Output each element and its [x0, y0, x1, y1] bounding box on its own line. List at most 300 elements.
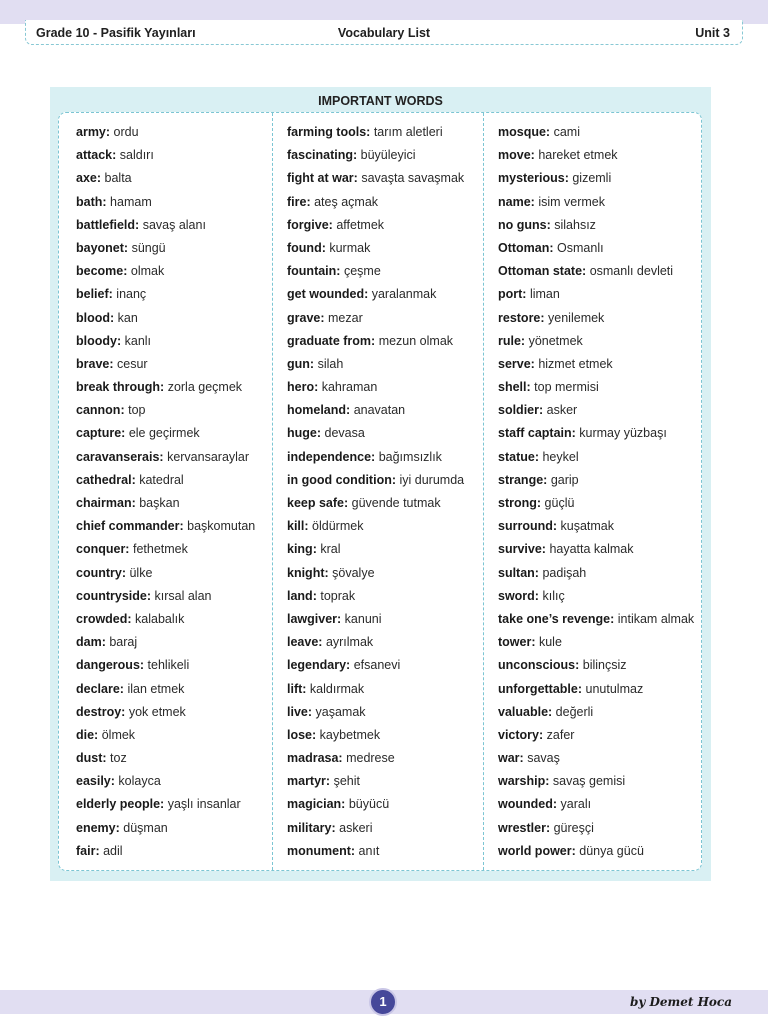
- english-term: declare:: [76, 681, 124, 696]
- turkish-translation: süngü: [131, 240, 166, 255]
- english-term: port:: [498, 287, 527, 302]
- vocabulary-item: [76, 285, 255, 308]
- turkish-translation: güvende tutmak: [351, 496, 441, 510]
- vocabulary-item: [498, 285, 694, 308]
- english-term: mosque:: [498, 125, 551, 139]
- english-term: army:: [76, 125, 111, 139]
- turkish-translation: heykel: [542, 449, 579, 464]
- vocabulary-item: [76, 703, 255, 726]
- english-term: grave:: [287, 310, 325, 325]
- english-term: crowded:: [76, 611, 132, 626]
- english-term: sultan:: [498, 565, 539, 580]
- turkish-translation: iyi durumda: [399, 472, 465, 487]
- turkish-translation: askeri: [339, 820, 373, 835]
- turkish-translation: öldürmek: [312, 519, 364, 534]
- turkish-translation: çeşme: [343, 264, 381, 279]
- english-term: homeland:: [287, 403, 351, 418]
- vocabulary-item: [498, 169, 694, 192]
- turkish-translation: değerli: [555, 704, 594, 719]
- turkish-translation: toz: [110, 751, 127, 766]
- turkish-translation: gizemli: [572, 171, 612, 186]
- vocabulary-item: [76, 471, 255, 494]
- english-term: in good condition:: [287, 472, 396, 487]
- english-term: graduate from:: [287, 333, 376, 348]
- turkish-translation: şehit: [333, 774, 360, 789]
- turkish-translation: hayatta kalmak: [549, 542, 634, 557]
- english-term: gun:: [287, 356, 315, 371]
- turkish-translation: efsanevi: [353, 658, 401, 673]
- vocabulary-item: [287, 795, 464, 818]
- vocabulary-item: [287, 610, 464, 633]
- english-term: soldier:: [498, 403, 544, 418]
- turkish-translation: güreşçi: [553, 820, 594, 835]
- turkish-translation: yaşamak: [315, 704, 366, 719]
- turkish-translation: unutulmaz: [585, 681, 644, 696]
- turkish-translation: affetmek: [336, 217, 385, 232]
- vocabulary-item: [287, 169, 464, 192]
- turkish-translation: katedral: [139, 472, 184, 487]
- page-header: [25, 20, 743, 45]
- turkish-translation: kırsal alan: [154, 588, 212, 603]
- vocabulary-table: [58, 112, 702, 871]
- vocabulary-item: [76, 656, 255, 679]
- vocabulary-item: [287, 494, 464, 517]
- vocabulary-item: [498, 564, 694, 587]
- english-term: Ottoman:: [498, 240, 554, 255]
- vocabulary-item: [287, 749, 464, 772]
- turkish-translation: asker: [546, 403, 578, 418]
- vocabulary-panel: [50, 87, 711, 881]
- english-term: axe:: [76, 171, 102, 186]
- turkish-translation: ülke: [129, 565, 153, 580]
- vocabulary-item: [498, 656, 694, 679]
- vocabulary-item: [76, 610, 255, 633]
- english-term: legendary:: [287, 658, 351, 673]
- turkish-translation: bağımsızlık: [378, 449, 442, 464]
- english-term: fascinating:: [287, 148, 358, 163]
- english-term: unforgettable:: [498, 681, 583, 696]
- turkish-translation: devasa: [324, 426, 365, 441]
- vocabulary-item: [498, 795, 694, 818]
- english-term: bloody:: [76, 333, 122, 348]
- turkish-translation: bilinçsiz: [582, 658, 627, 673]
- vocabulary-item: [76, 239, 255, 262]
- turkish-translation: inanç: [116, 287, 147, 302]
- vocabulary-item: [498, 494, 694, 517]
- english-term: take one’s revenge:: [498, 611, 615, 626]
- vocabulary-item: [76, 169, 255, 192]
- turkish-translation: düşman: [123, 820, 168, 835]
- turkish-translation: savaş: [527, 751, 560, 766]
- english-term: survive:: [498, 542, 546, 557]
- turkish-translation: mezar: [328, 310, 363, 325]
- panel-title: IMPORTANT WORDS: [318, 94, 443, 108]
- vocabulary-item: [76, 123, 255, 146]
- turkish-translation: kurmak: [329, 240, 371, 255]
- turkish-translation: kan: [117, 310, 138, 325]
- vocabulary-item: [287, 703, 464, 726]
- english-term: capture:: [76, 426, 126, 441]
- english-term: dust:: [76, 751, 107, 766]
- english-term: destroy:: [76, 704, 126, 719]
- vocabulary-item: [498, 193, 694, 216]
- english-term: monument:: [287, 843, 356, 858]
- turkish-translation: liman: [529, 287, 560, 302]
- vocabulary-item: [76, 332, 255, 355]
- vocabulary-item: [287, 842, 464, 865]
- vocabulary-item: [498, 819, 694, 842]
- turkish-translation: mezun olmak: [378, 333, 454, 348]
- turkish-translation: top: [128, 403, 146, 418]
- english-term: staff captain:: [498, 426, 576, 441]
- english-term: madrasa:: [287, 751, 343, 766]
- turkish-translation: ele geçirmek: [128, 426, 200, 441]
- english-term: enemy:: [76, 820, 120, 835]
- vocabulary-item: [76, 424, 255, 447]
- turkish-translation: balta: [104, 171, 132, 186]
- turkish-translation: top mermisi: [534, 380, 599, 395]
- vocabulary-item: [76, 540, 255, 563]
- vocabulary-item: [498, 517, 694, 540]
- english-term: shell:: [498, 380, 531, 395]
- english-term: lawgiver:: [287, 611, 342, 626]
- vocabulary-item: [498, 378, 694, 401]
- vocabulary-item: [287, 285, 464, 308]
- vocabulary-item: [498, 123, 694, 146]
- vocabulary-item: [76, 726, 255, 749]
- english-term: become:: [76, 264, 128, 279]
- vocabulary-item: [76, 146, 255, 169]
- english-term: brave:: [76, 356, 114, 371]
- vocabulary-item: [498, 146, 694, 169]
- vocabulary-item: [498, 540, 694, 563]
- turkish-translation: şövalye: [332, 565, 375, 580]
- turkish-translation: cami: [553, 125, 580, 139]
- vocabulary-item: [76, 494, 255, 517]
- english-term: break through:: [76, 380, 165, 395]
- turkish-translation: kahraman: [321, 380, 378, 395]
- english-term: attack:: [76, 148, 117, 163]
- english-term: tower:: [498, 635, 536, 650]
- english-term: serve:: [498, 356, 535, 371]
- english-term: belief:: [76, 287, 113, 302]
- vocabulary-item: [76, 633, 255, 656]
- vocabulary-item: [498, 448, 694, 471]
- vocabulary-item: [498, 262, 694, 285]
- turkish-translation: dünya gücü: [579, 843, 644, 858]
- vocabulary-item: [76, 772, 255, 795]
- vocabulary-item: [76, 355, 255, 378]
- vocabulary-item: [287, 262, 464, 285]
- vocabulary-item: [287, 819, 464, 842]
- vocabulary-item: [287, 355, 464, 378]
- turkish-translation: yenilemek: [548, 310, 605, 325]
- english-term: world power:: [498, 843, 576, 858]
- turkish-translation: zafer: [546, 727, 575, 742]
- turkish-translation: kalabalık: [135, 611, 185, 626]
- english-term: dangerous:: [76, 658, 145, 673]
- vocabulary-item: [76, 448, 255, 471]
- english-term: military:: [287, 820, 336, 835]
- english-term: live:: [287, 704, 313, 719]
- turkish-translation: ilan etmek: [127, 681, 185, 696]
- turkish-translation: padişah: [542, 565, 587, 580]
- turkish-translation: hamam: [110, 194, 152, 209]
- english-term: move:: [498, 148, 535, 163]
- vocabulary-item: [76, 819, 255, 842]
- english-term: restore:: [498, 310, 545, 325]
- vocabulary-item: [287, 309, 464, 332]
- turkish-translation: tehlikeli: [147, 658, 190, 673]
- turkish-translation: kral: [320, 542, 341, 557]
- turkish-translation: ateş açmak: [314, 194, 379, 209]
- turkish-translation: yaralı: [560, 797, 592, 812]
- turkish-translation: adil: [103, 843, 123, 858]
- english-term: country:: [76, 565, 126, 580]
- vocabulary-item: [76, 517, 255, 540]
- turkish-translation: kanuni: [344, 611, 382, 626]
- english-term: strange:: [498, 472, 548, 487]
- english-term: warship:: [498, 774, 550, 789]
- english-term: lift:: [287, 681, 307, 696]
- vocabulary-item: [498, 610, 694, 633]
- vocabulary-item: [498, 772, 694, 795]
- vocabulary-item: [287, 378, 464, 401]
- header-document-title: Vocabulary List: [337, 26, 431, 40]
- vocabulary-item: [498, 471, 694, 494]
- vocabulary-item: [76, 401, 255, 424]
- vocabulary-item: [287, 332, 464, 355]
- turkish-translation: hizmet etmek: [538, 356, 613, 371]
- turkish-translation: kolayca: [118, 774, 161, 789]
- english-term: bath:: [76, 194, 107, 209]
- vocabulary-item: [287, 193, 464, 216]
- english-term: bayonet:: [76, 240, 129, 255]
- turkish-translation: hareket etmek: [538, 148, 618, 163]
- english-term: forgive:: [287, 217, 333, 232]
- turkish-translation: kılıç: [542, 588, 565, 603]
- author-signature: by Demet Hoca: [629, 995, 732, 1009]
- english-term: lose:: [287, 727, 317, 742]
- vocabulary-item: [287, 424, 464, 447]
- english-term: found:: [287, 240, 326, 255]
- vocabulary-item: [287, 540, 464, 563]
- english-term: fair:: [76, 843, 100, 858]
- english-term: wounded:: [498, 797, 558, 812]
- english-term: blood:: [76, 310, 115, 325]
- turkish-translation: yaralanmak: [371, 287, 437, 302]
- vocabulary-item: [287, 633, 464, 656]
- vocabulary-column-3: [483, 113, 702, 870]
- turkish-translation: anavatan: [353, 403, 406, 418]
- turkish-translation: güçlü: [544, 496, 575, 510]
- turkish-translation: fethetmek: [132, 542, 188, 557]
- turkish-translation: garip: [550, 472, 579, 487]
- vocabulary-item: [76, 795, 255, 818]
- vocabulary-item: [498, 401, 694, 424]
- vocabulary-item: [498, 332, 694, 355]
- english-term: chief commander:: [76, 519, 184, 534]
- vocabulary-item: [498, 424, 694, 447]
- english-term: chairman:: [76, 496, 136, 510]
- turkish-translation: kule: [538, 635, 562, 650]
- turkish-translation: büyücü: [348, 797, 390, 812]
- english-term: get wounded:: [287, 287, 369, 302]
- english-term: king:: [287, 542, 317, 557]
- english-term: farming tools:: [287, 125, 371, 139]
- vocabulary-column-2: [272, 113, 484, 870]
- turkish-translation: zorla geçmek: [167, 380, 243, 395]
- vocabulary-item: [287, 216, 464, 239]
- turkish-translation: kurmay yüzbaşı: [579, 426, 667, 441]
- header-unit: Unit 3: [695, 26, 730, 40]
- english-term: victory:: [498, 727, 544, 742]
- english-term: independence:: [287, 449, 376, 464]
- turkish-translation: olmak: [130, 264, 165, 279]
- vocabulary-item: [498, 842, 694, 865]
- english-term: surround:: [498, 519, 558, 534]
- turkish-translation: osmanlı devleti: [589, 264, 674, 279]
- vocabulary-item: [287, 517, 464, 540]
- vocabulary-item: [76, 564, 255, 587]
- english-term: battlefield:: [76, 217, 140, 232]
- english-term: rule:: [498, 333, 526, 348]
- vocabulary-item: [287, 772, 464, 795]
- turkish-translation: isim vermek: [538, 194, 605, 209]
- vocabulary-item: [287, 587, 464, 610]
- vocabulary-item: [76, 587, 255, 610]
- english-term: countryside:: [76, 588, 152, 603]
- turkish-translation: kuşatmak: [560, 519, 615, 534]
- turkish-translation: kaybetmek: [319, 727, 381, 742]
- english-term: fight at war:: [287, 171, 358, 186]
- english-term: huge:: [287, 426, 322, 441]
- turkish-translation: medrese: [346, 751, 395, 766]
- vocabulary-item: [287, 448, 464, 471]
- english-term: keep safe:: [287, 496, 349, 510]
- vocabulary-item: [76, 309, 255, 332]
- turkish-translation: savaş gemisi: [552, 774, 626, 789]
- page-number-badge: 1: [369, 988, 397, 1016]
- english-term: knight:: [287, 565, 329, 580]
- vocabulary-item: [76, 216, 255, 239]
- vocabulary-item: [498, 355, 694, 378]
- turkish-translation: cesur: [117, 356, 148, 371]
- vocabulary-item: [498, 216, 694, 239]
- vocabulary-item: [287, 123, 464, 146]
- turkish-translation: tarım aletleri: [373, 125, 443, 139]
- vocabulary-item: [76, 842, 255, 865]
- turkish-translation: başkan: [139, 496, 180, 510]
- english-term: martyr:: [287, 774, 331, 789]
- english-term: sword:: [498, 588, 539, 603]
- turkish-translation: toprak: [320, 588, 356, 603]
- turkish-translation: kervansaraylar: [167, 449, 250, 464]
- turkish-translation: kanlı: [124, 333, 152, 348]
- turkish-translation: yaşlı insanlar: [167, 797, 241, 812]
- turkish-translation: ayrılmak: [325, 635, 374, 650]
- turkish-translation: yönetmek: [528, 333, 583, 348]
- turkish-translation: yok etmek: [128, 704, 186, 719]
- turkish-translation: ölmek: [101, 727, 136, 742]
- english-term: caravanserais:: [76, 449, 164, 464]
- turkish-translation: silah: [317, 356, 344, 371]
- turkish-translation: intikam almak: [617, 611, 695, 626]
- vocabulary-item: [498, 239, 694, 262]
- vocabulary-item: [287, 726, 464, 749]
- turkish-translation: silahsız: [554, 217, 596, 232]
- turkish-translation: büyüleyici: [360, 148, 416, 163]
- english-term: cannon:: [76, 403, 125, 418]
- english-term: mysterious:: [498, 171, 569, 186]
- vocabulary-item: [498, 749, 694, 772]
- vocabulary-item: [287, 146, 464, 169]
- vocabulary-item: [498, 726, 694, 749]
- turkish-translation: başkomutan: [187, 519, 256, 534]
- vocabulary-item: [498, 309, 694, 332]
- vocabulary-item: [287, 680, 464, 703]
- header-grade-publisher: Grade 10 - Pasifik Yayınları: [36, 26, 196, 40]
- turkish-translation: anıt: [358, 843, 380, 858]
- english-term: unconscious:: [498, 658, 580, 673]
- english-term: cathedral:: [76, 472, 136, 487]
- vocabulary-item: [76, 680, 255, 703]
- english-term: name:: [498, 194, 535, 209]
- vocabulary-item: [498, 703, 694, 726]
- english-term: wrestler:: [498, 820, 551, 835]
- english-term: statue:: [498, 449, 539, 464]
- turkish-translation: saldırı: [119, 148, 154, 163]
- english-term: leave:: [287, 635, 323, 650]
- vocabulary-item: [76, 749, 255, 772]
- english-term: die:: [76, 727, 99, 742]
- english-term: valuable:: [498, 704, 553, 719]
- turkish-translation: savaş alanı: [142, 217, 206, 232]
- english-term: elderly people:: [76, 797, 165, 812]
- vocabulary-item: [498, 633, 694, 656]
- vocabulary-item: [76, 378, 255, 401]
- english-term: war:: [498, 751, 524, 766]
- english-term: hero:: [287, 380, 319, 395]
- english-term: conquer:: [76, 542, 130, 557]
- vocabulary-item: [76, 193, 255, 216]
- english-term: fountain:: [287, 264, 341, 279]
- turkish-translation: baraj: [109, 635, 138, 650]
- turkish-translation: kaldırmak: [309, 681, 365, 696]
- vocabulary-item: [287, 401, 464, 424]
- vocabulary-column-1: [59, 113, 272, 870]
- english-term: dam:: [76, 635, 106, 650]
- turkish-translation: savaşta savaşmak: [361, 171, 465, 186]
- english-term: land:: [287, 588, 317, 603]
- vocabulary-item: [287, 564, 464, 587]
- vocabulary-item: [287, 239, 464, 262]
- vocabulary-item: [76, 262, 255, 285]
- vocabulary-item: [498, 680, 694, 703]
- turkish-translation: Osmanlı: [557, 240, 604, 255]
- english-term: no guns:: [498, 217, 551, 232]
- english-term: strong:: [498, 496, 542, 510]
- vocabulary-item: [287, 471, 464, 494]
- english-term: kill:: [287, 519, 309, 534]
- english-term: Ottoman state:: [498, 264, 587, 279]
- english-term: magician:: [287, 797, 346, 812]
- vocabulary-item: [287, 656, 464, 679]
- english-term: easily:: [76, 774, 115, 789]
- english-term: fire:: [287, 194, 311, 209]
- vocabulary-item: [498, 587, 694, 610]
- turkish-translation: ordu: [113, 125, 139, 139]
